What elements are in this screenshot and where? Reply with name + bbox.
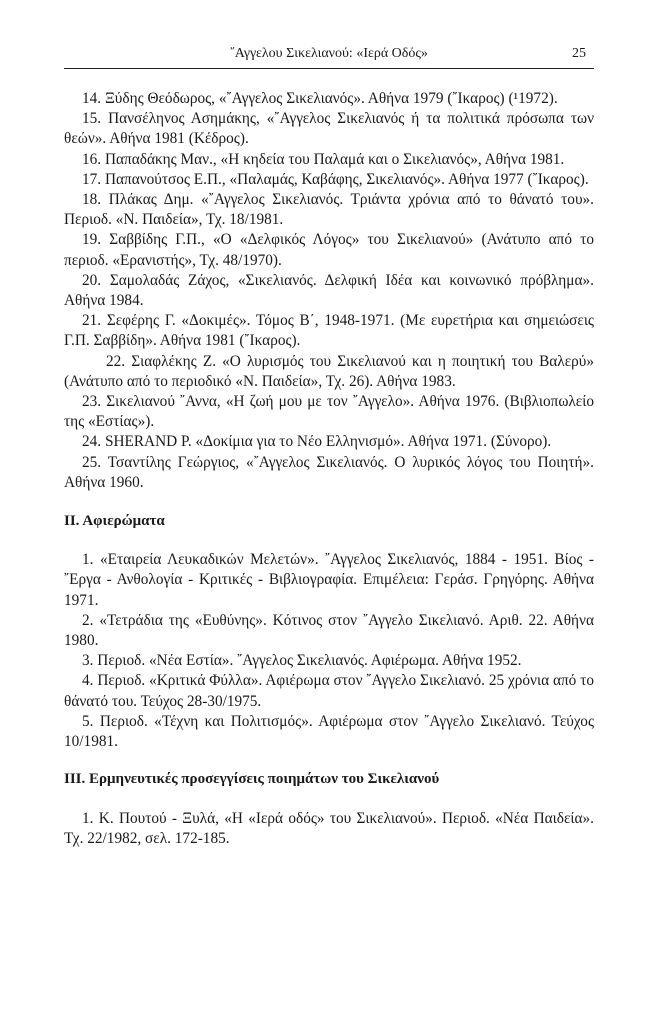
tribute-entry-2: 2. «Τετράδια της «Ευθύνης». Κότινος στον ῎Αγγελο Σικελιανό. Αριθ. 22. Αθήνα 1980.: [64, 611, 594, 650]
section-heading-interpretations: ΙΙΙ. Ερμηνευτικές προσεγγίσεις ποιημάτων του Σικελιανού: [64, 771, 440, 788]
document-page: [64, 42, 594, 849]
tribute-entry-1: 1. «Εταιρεία Λευκαδικών Μελετών». ῎Αγγελος Σικελιανός, 1884 - 1951. Βίος - ῎Εργα - Ανθολογία - Κριτικές - Βιβλιογραφία. Επιμέλεια: Γεράσ. Γρηγόρης. Αθήνα 1971.: [64, 551, 594, 609]
section-heading-tributes: ΙΙ. Αφιερώματα: [64, 513, 165, 530]
bibliography-entry-21: 21. Σεφέρης Γ. «Δοκιμές». Τόμος Β΄, 1948-1971. (Με ευρετήρια και σημειώσεις Γ.Π. Σαββίδη». Αθήνα 1981 (῎Ικαρος).: [64, 312, 594, 350]
bibliography-entry-25: 25. Τσαντίλης Γεώργιος, «῎Αγγελος Σικελιανός. Ο λυρικός λόγος του Ποιητή». Αθήνα 1960.: [64, 453, 594, 491]
bibliography-entry-24: 24. SHERAND P. «Δοκίμια για το Νέο Ελληνισμό». Αθήνα 1971. (Σύνορο).: [82, 433, 552, 451]
bibliography-entry-15: 15. Πανσέληνος Ασημάκης, «῎Αγγελος Σικελιανός ή τα πολιτικά πρόσωπα των θεών». Αθήνα 1981 (Κέδρος).: [64, 110, 594, 148]
page-number: 25: [572, 46, 586, 61]
bibliography-entry-20: 20. Σαμολαδάς Ζάχος, «Σικελιανός. Δελφική Ιδέα και κοινωνικό πρόβλημα». Αθήνα 1984.: [64, 271, 594, 310]
bibliography-entry-16: 16. Παπαδάκης Μαν., «Η κηδεία του Παλαμά και ο Σικελιανός», Αθήνα 1981.: [82, 150, 565, 168]
tribute-entry-4: 4. Περιοδ. «Κριτικά Φύλλα». Αφιέρωμα στον ῎Αγγελο Σικελιανό. 25 χρόνια από το θάνατό του. Τεύχος 28-30/1975.: [64, 672, 594, 710]
interpretation-entry-1: 1. Κ. Πουτού - Ξυλά, «Η «Ιερά οδός» του Σικελιανού». Περιοδ. «Νέα Παιδεία». Τχ. 22/1982, σελ. 172-185.: [64, 809, 594, 847]
tribute-entry-3: 3. Περιοδ. «Νέα Εστία». ῎Αγγελος Σικελιανός. Αφιέρωμα. Αθήνα 1952.: [82, 652, 522, 670]
page-body: [64, 89, 594, 849]
running-header: [64, 42, 594, 69]
bibliography-entry-22: 22. Σιαφλέκης Ζ. «Ο λυρισμός του Σικελιανού και η ποιητική του Βαλερύ» (Ανάτυπο από το περιοδικό «Ν. Παιδεία», Τχ. 26). Αθήνα 1983.: [64, 352, 594, 390]
bibliography-entry-23: 23. Σικελιανού ῎Αννα, «Η ζωή μου με τον ῎Αγγελο». Αθήνα 1976. (Βιβλιοπωλείο της «Εστίας»).: [64, 393, 594, 431]
bibliography-entry-18: 18. Πλάκας Δημ. «῎Αγγελος Σικελιανός. Τριάντα χρόνια από το θάνατό του». Περιοδ. «Ν. Παιδεία», Τχ. 18/1981.: [64, 191, 594, 229]
bibliography-entry-19: 19. Σαββίδης Γ.Π., «Ο «Δελφικός Λόγος» του Σικελιανού» (Ανάτυπο από το περιοδ. «Ερανιστής», Τχ. 48/1970).: [64, 231, 594, 269]
running-title: ῎Αγγελου Σικελιανού: «Ιερά Οδός»: [230, 46, 428, 61]
bibliography-entry-14: 14. Ξύδης Θεόδωρος, «῎Αγγελος Σικελιανός». Αθήνα 1979 (῎Ικαρος) (¹1972).: [82, 90, 558, 107]
bibliography-entry-17: 17. Παπανούτσος Ε.Π., «Παλαμάς, Καβάφης, Σικελιανός». Αθήνα 1977 (῎Ικαρος).: [82, 170, 589, 188]
tribute-entry-5: 5. Περιοδ. «Τέχνη και Πολιτισμός». Αφιέρωμα στον ῎Αγγελο Σικελιανό. Τεύχος 10/1981.: [64, 712, 594, 751]
